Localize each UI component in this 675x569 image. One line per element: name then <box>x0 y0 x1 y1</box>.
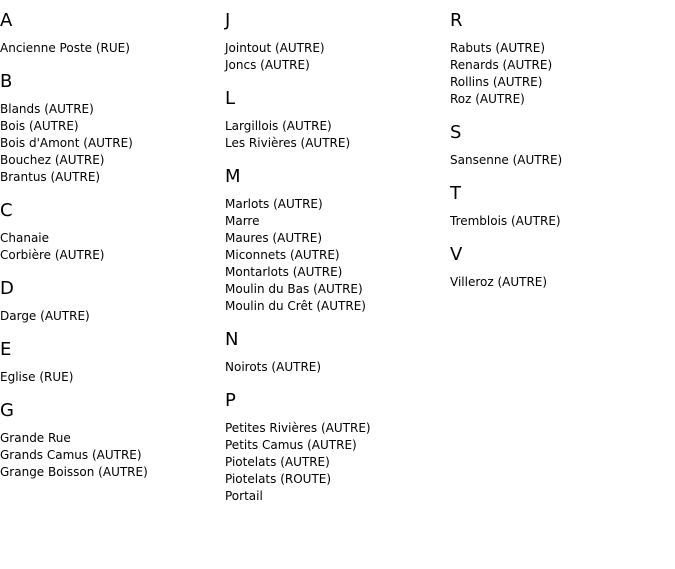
street-entry[interactable]: Joncs (AUTRE) <box>225 58 310 72</box>
street-entry[interactable]: Petits Camus (AUTRE) <box>225 438 357 452</box>
street-entry[interactable]: Bouchez (AUTRE) <box>0 153 105 167</box>
entry-list <box>225 196 450 315</box>
letter-group <box>225 10 450 74</box>
letter-group <box>225 166 450 315</box>
letter-heading: C <box>0 200 13 221</box>
street-entry[interactable]: Rabuts (AUTRE) <box>450 41 546 55</box>
letter-heading: R <box>450 10 463 31</box>
street-entry[interactable]: Bois d'Amont (AUTRE) <box>0 136 133 150</box>
letter-group <box>225 88 450 152</box>
street-entry[interactable]: Marre <box>225 214 260 228</box>
letter-heading: P <box>225 390 236 411</box>
street-entry[interactable]: Brantus (AUTRE) <box>0 170 101 184</box>
entry-list <box>0 308 225 325</box>
letter-heading: V <box>450 244 463 265</box>
letter-heading: A <box>0 10 13 31</box>
index-column-2 <box>225 10 450 519</box>
street-entry[interactable]: Blands (AUTRE) <box>0 102 94 116</box>
index-column-1 <box>0 10 225 495</box>
letter-heading: G <box>0 400 14 421</box>
letter-heading: T <box>450 183 461 204</box>
street-entry[interactable]: Ancienne Poste (RUE) <box>0 41 130 55</box>
letter-heading: D <box>0 278 14 299</box>
street-entry[interactable]: Miconnets (AUTRE) <box>225 248 340 262</box>
letter-group <box>450 10 675 108</box>
street-entry[interactable]: Jointout (AUTRE) <box>225 41 325 55</box>
street-entry[interactable]: Rollins (AUTRE) <box>450 75 543 89</box>
entry-list <box>225 40 450 74</box>
street-entry[interactable]: Moulin du Crêt (AUTRE) <box>225 299 366 313</box>
street-entry[interactable]: Noirots (AUTRE) <box>225 360 322 374</box>
letter-heading: B <box>0 71 13 92</box>
entry-list <box>225 420 450 505</box>
entry-list <box>0 369 225 386</box>
letter-group <box>0 400 225 481</box>
street-entry[interactable]: Maures (AUTRE) <box>225 231 323 245</box>
entry-list <box>0 101 225 186</box>
letter-group <box>225 329 450 376</box>
street-entry[interactable]: Marlots (AUTRE) <box>225 197 323 211</box>
street-entry[interactable]: Grande Rue <box>0 431 71 445</box>
street-entry[interactable]: Piotelats (AUTRE) <box>225 455 330 469</box>
letter-group <box>450 183 675 230</box>
entry-list <box>225 118 450 152</box>
entry-list <box>0 230 225 264</box>
street-entry[interactable]: Montarlots (AUTRE) <box>225 265 343 279</box>
street-entry[interactable]: Grands Camus (AUTRE) <box>0 448 142 462</box>
letter-group <box>225 390 450 505</box>
entry-list <box>225 359 450 376</box>
letter-heading: L <box>225 88 236 109</box>
street-entry[interactable]: Chanaie <box>0 231 50 245</box>
street-entry[interactable]: Darge (AUTRE) <box>0 309 90 323</box>
entry-list <box>450 213 675 230</box>
letter-heading: J <box>225 10 231 31</box>
letter-heading: M <box>225 166 241 187</box>
letter-heading: E <box>0 339 12 360</box>
street-entry[interactable]: Sansenne (AUTRE) <box>450 153 563 167</box>
entry-list <box>450 274 675 291</box>
letter-group <box>0 278 225 325</box>
street-entry[interactable]: Roz (AUTRE) <box>450 92 525 106</box>
letter-heading: N <box>225 329 239 350</box>
street-entry[interactable]: Les Rivières (AUTRE) <box>225 136 351 150</box>
street-entry[interactable]: Petites Rivières (AUTRE) <box>225 421 371 435</box>
street-entry[interactable]: Corbière (AUTRE) <box>0 248 105 262</box>
street-entry[interactable]: Portail <box>225 489 263 503</box>
street-entry[interactable]: Piotelats (ROUTE) <box>225 472 332 486</box>
letter-group <box>0 200 225 264</box>
street-entry[interactable]: Villeroz (AUTRE) <box>450 275 548 289</box>
street-entry[interactable]: Moulin du Bas (AUTRE) <box>225 282 363 296</box>
street-entry[interactable]: Eglise (RUE) <box>0 370 74 384</box>
letter-group <box>450 122 675 169</box>
index-column-3 <box>450 10 675 305</box>
street-entry[interactable]: Bois (AUTRE) <box>0 119 79 133</box>
letter-group <box>0 10 225 57</box>
entry-list <box>450 40 675 108</box>
street-entry[interactable]: Renards (AUTRE) <box>450 58 553 72</box>
street-entry[interactable]: Grange Boisson (AUTRE) <box>0 465 148 479</box>
letter-group <box>0 71 225 186</box>
entry-list <box>450 152 675 169</box>
street-entry[interactable]: Tremblois (AUTRE) <box>450 214 561 228</box>
letter-heading: S <box>450 122 462 143</box>
letter-group <box>450 244 675 291</box>
entry-list <box>0 40 225 57</box>
street-entry[interactable]: Largillois (AUTRE) <box>225 119 332 133</box>
letter-group <box>0 339 225 386</box>
entry-list <box>0 430 225 481</box>
